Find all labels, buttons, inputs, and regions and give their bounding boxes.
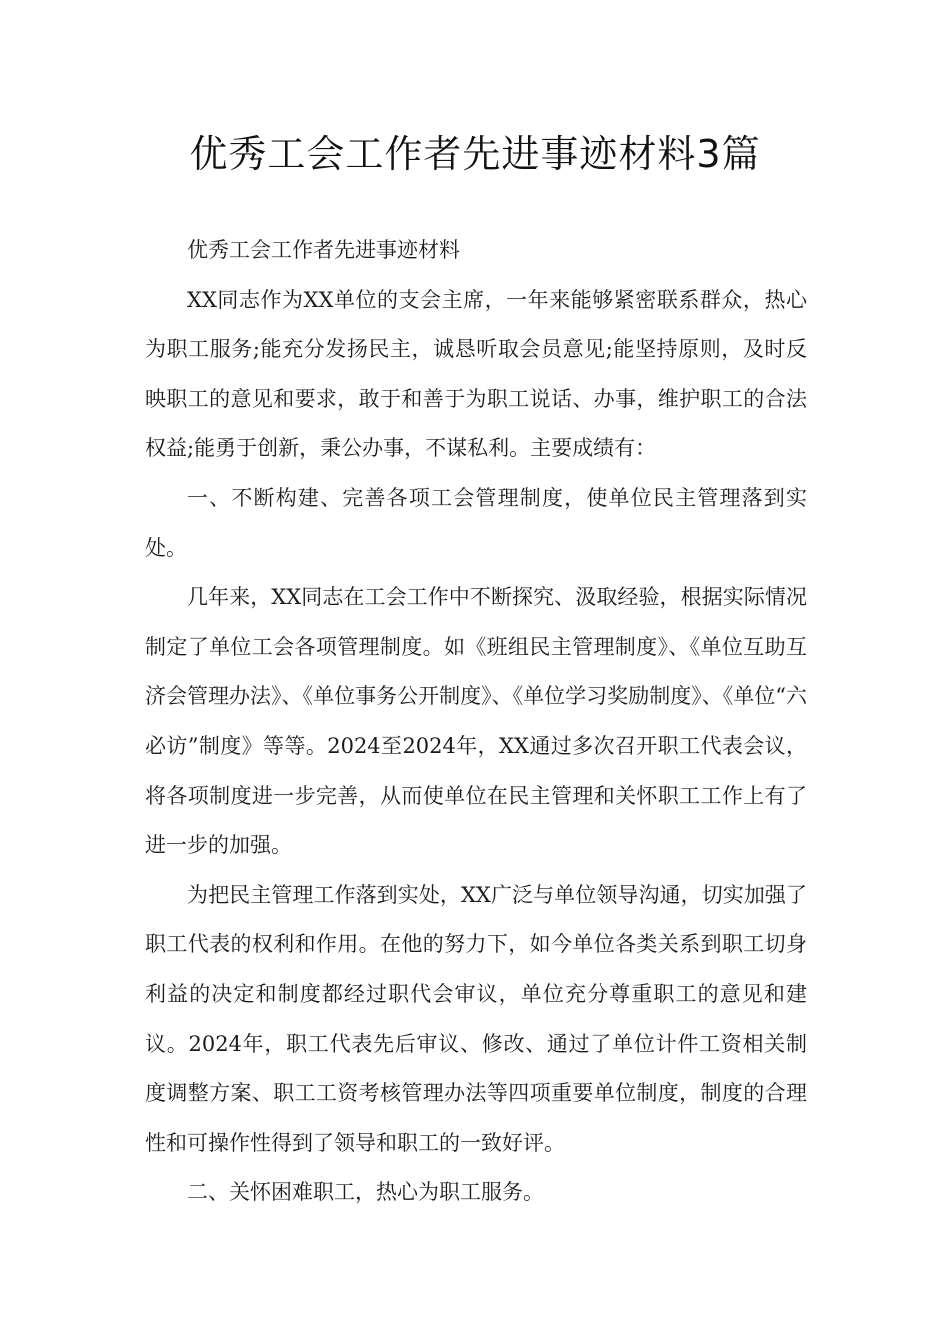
paragraph-section-1-detail: 为把民主管理工作落到实处，XX广泛与单位领导沟通，切实加强了职工代表的权利和作用。在他的努力下，如今单位各类关系到职工切身利益的决定和制度都经过职代会审议，单位充分尊重职工的意见和建议。2024年，职工代表先后审议、修改、通过了单位计件工资相关制度调整方案、职工工资考核管理办法等四项重要单位制度，制度的合理性和可操作性得到了领导和职工的一致好评。 (145, 882, 807, 1155)
paragraph-intro: XX同志作为XX单位的支会主席，一年来能够紧密联系群众，热心为职工服务;能充分发扬民主，诚恳听取会员意见;能坚持原则，及时反映职工的意见和要求，敢于和善于为职工说话、办事，维护职工的合法权益;能勇于创新，秉公办事，不谋私利。主要成绩有： (145, 287, 807, 461)
paragraph-section-1-body: 几年来，XX同志在工会工作中不断探究、汲取经验，根据实际情况制定了单位工会各项管理制度。如《班组民主管理制度》、《单位互助互济会管理办法》、《单位事务公开制度》、《单位学习奖励制度》、《单位“六必访”制度》等等。2024至2024年，XX通过多次召开职工代表会议，将各项制度进一步完善，从而使单位在民主管理和关怀职工工作上有了进一步的加强。 (145, 585, 807, 858)
paragraph-section-1-heading: 一、不断构建、完善各项工会管理制度，使单位民主管理落到实处。 (145, 485, 807, 560)
document-body (145, 226, 807, 1218)
paragraph-section-2-heading: 二、关怀困难职工，热心为职工服务。 (187, 1180, 544, 1205)
paragraph-subtitle: 优秀工会工作者先进事迹材料 (187, 238, 460, 262)
document-title: 优秀工会工作者先进事迹材料3篇 (189, 132, 761, 176)
